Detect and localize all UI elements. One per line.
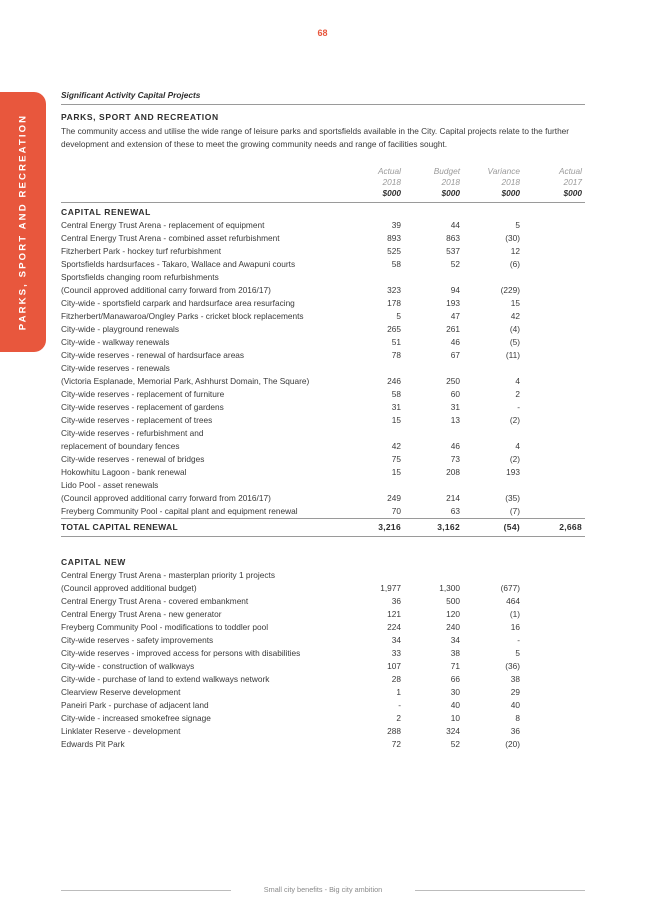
table-row	[61, 647, 585, 660]
column-header-variance-2018	[460, 166, 520, 199]
cell-variance-2018: (2)	[509, 415, 520, 425]
capital-new-rows	[61, 569, 585, 751]
cell-budget-2018: 67	[450, 350, 460, 360]
capital-new-title: CAPITAL NEW	[61, 557, 126, 567]
cell-actual-2018: 323	[387, 285, 401, 295]
side-tab	[0, 92, 46, 352]
cell-budget-2018: 44	[450, 220, 460, 230]
row-description: Freyberg Community Pool - capital plant and equipment renewal	[61, 506, 298, 516]
table-row	[61, 440, 585, 453]
column-header-budget-2018	[400, 166, 460, 199]
cell-actual-2018: 36	[391, 596, 401, 606]
cell-actual-2018: 178	[387, 298, 401, 308]
row-description: City-wide reserves - renewal of hardsurface areas	[61, 350, 245, 360]
cell-budget-2018: 120	[446, 609, 460, 619]
page-number: 68	[317, 28, 328, 38]
cell-budget-2018: 863	[446, 233, 460, 243]
column-year: 2018	[382, 177, 401, 187]
cell-budget-2018: 60	[450, 389, 460, 399]
table-row	[61, 660, 585, 673]
cell-variance-2018: (2)	[509, 454, 520, 464]
cell-variance-2018: (229)	[500, 285, 520, 295]
row-description: (Council approved additional budget)	[61, 583, 197, 593]
cell-budget-2018: 46	[450, 441, 460, 451]
table-row	[61, 492, 585, 505]
column-unit: $000	[501, 188, 520, 198]
cell-variance-2018: (1)	[509, 609, 520, 619]
total-capital-renewal-row	[61, 518, 585, 537]
cell-variance-2018: 2	[515, 389, 520, 399]
row-description: City-wide reserves - safety improvements	[61, 635, 214, 645]
table-row	[61, 505, 585, 518]
table-row	[61, 453, 585, 466]
column-label: Actual	[558, 166, 582, 176]
table-row	[61, 569, 585, 582]
row-description: City-wide reserves - replacement of trees	[61, 415, 213, 425]
cell-budget-2018: 94	[450, 285, 460, 295]
cell-budget-2018: 30	[450, 687, 460, 697]
row-description: Lido Pool - asset renewals	[61, 480, 159, 490]
table-row	[61, 608, 585, 621]
row-description: Hokowhitu Lagoon - bank renewal	[61, 467, 187, 477]
cell-variance-2018: (7)	[509, 506, 520, 516]
table-row	[61, 634, 585, 647]
column-headers	[61, 166, 585, 202]
row-description: City-wide reserves - replacement of furniture	[61, 389, 225, 399]
cell-variance-2018: (11)	[505, 350, 520, 360]
cell-variance-2018: (35)	[505, 493, 520, 503]
row-description: Central Energy Trust Arena - combined asset refurbishment	[61, 233, 280, 243]
cell-budget-2018: 31	[450, 402, 460, 412]
intro-paragraph: The community access and utilise the wide range of leisure parks and sportsfields available in the City. Capital projects relate to the further development and extension of these to meet the growing community needs and range of facilities sought.	[61, 126, 570, 149]
cell-actual-2018: 28	[391, 674, 401, 684]
cell-actual-2018: 265	[387, 324, 401, 334]
cell-actual-2018: 525	[387, 246, 401, 256]
cell-variance-2018: (677)	[500, 583, 520, 593]
cell-actual-2018: 78	[391, 350, 401, 360]
table-row	[61, 582, 585, 595]
cell-actual-2018: 33	[391, 648, 401, 658]
cell-budget-2018: 73	[450, 454, 460, 464]
cell-variance-2018: 4	[515, 376, 520, 386]
table-row	[61, 621, 585, 634]
cell-budget-2018: 47	[450, 311, 460, 321]
footer-rule-right	[415, 890, 585, 891]
cell-variance-2018: 42	[510, 311, 520, 321]
row-description: Central Energy Trust Arena - replacement of equipment	[61, 220, 265, 230]
total-budget-2018: 3,162	[437, 522, 460, 532]
cell-variance-2018: (5)	[509, 337, 520, 347]
column-header-actual-2018	[341, 166, 401, 199]
table-row	[61, 712, 585, 725]
row-description: (Council approved additional carry forward from 2016/17)	[61, 285, 271, 295]
capital-renewal-title: CAPITAL RENEWAL	[61, 207, 151, 217]
cell-actual-2018: 34	[391, 635, 401, 645]
cell-variance-2018: 193	[506, 467, 520, 477]
cell-budget-2018: 46	[450, 337, 460, 347]
total-label: TOTAL CAPITAL RENEWAL	[61, 522, 178, 532]
cell-variance-2018: -	[517, 402, 520, 412]
section-heading: Significant Activity Capital Projects	[61, 90, 585, 105]
row-description: Central Energy Trust Arena - covered embankment	[61, 596, 249, 606]
row-description: City-wide - playground renewals	[61, 324, 180, 334]
column-year: 2018	[441, 177, 460, 187]
capital-renewal-rows	[61, 219, 585, 518]
row-description: Fitzherbert Park - hockey turf refurbishment	[61, 246, 222, 256]
table-row	[61, 284, 585, 297]
cell-budget-2018: 240	[446, 622, 460, 632]
cell-actual-2018: 249	[387, 493, 401, 503]
row-description: City-wide - construction of walkways	[61, 661, 195, 671]
cell-budget-2018: 52	[450, 739, 460, 749]
column-label: Variance	[487, 166, 520, 176]
row-description: Central Energy Trust Arena - masterplan priority 1 projects	[61, 570, 275, 580]
cell-variance-2018: 15	[510, 298, 520, 308]
row-description: (Victoria Esplanade, Memorial Park, Ashhurst Domain, The Square)	[61, 376, 310, 386]
cell-variance-2018: 12	[510, 246, 520, 256]
column-unit: $000	[382, 188, 401, 198]
cell-budget-2018: 500	[446, 596, 460, 606]
table-row	[61, 414, 585, 427]
row-description: City-wide reserves - renewals	[61, 363, 170, 373]
cell-actual-2018: 246	[387, 376, 401, 386]
cell-variance-2018: 464	[506, 596, 520, 606]
table-row	[61, 271, 585, 284]
cell-actual-2018: 1,977	[380, 583, 401, 593]
cell-budget-2018: 208	[446, 467, 460, 477]
table-row	[61, 595, 585, 608]
table-row	[61, 479, 585, 492]
table-row	[61, 388, 585, 401]
total-actual-2017: 2,668	[559, 522, 582, 532]
cell-variance-2018: 29	[510, 687, 520, 697]
cell-variance-2018: 5	[515, 220, 520, 230]
table-row	[61, 375, 585, 388]
footer-tagline: Small city benefits - Big city ambition	[263, 885, 383, 894]
content	[61, 90, 585, 751]
row-description: City-wide reserves - replacement of gardens	[61, 402, 224, 412]
cell-actual-2018: 70	[391, 506, 401, 516]
table-row	[61, 297, 585, 310]
side-tab-label: PARKS, SPORT AND RECREATION	[17, 113, 29, 331]
cell-actual-2018: 288	[387, 726, 401, 736]
cell-actual-2018: 15	[391, 415, 401, 425]
cell-variance-2018: (20)	[505, 739, 520, 749]
cell-variance-2018: -	[517, 635, 520, 645]
cell-budget-2018: 193	[446, 298, 460, 308]
table-row	[61, 336, 585, 349]
cell-variance-2018: 38	[510, 674, 520, 684]
row-description: City-wide reserves - renewal of bridges	[61, 454, 205, 464]
total-variance-2018: (54)	[503, 522, 520, 532]
row-description: Linklater Reserve - development	[61, 726, 181, 736]
row-description: Central Energy Trust Arena - new generator	[61, 609, 222, 619]
row-description: (Council approved additional carry forward from 2016/17)	[61, 493, 271, 503]
table-row	[61, 686, 585, 699]
column-year: 2018	[501, 177, 520, 187]
category-title: PARKS, SPORT AND RECREATION	[61, 112, 219, 122]
cell-variance-2018: 36	[510, 726, 520, 736]
cell-budget-2018: 52	[450, 259, 460, 269]
cell-budget-2018: 40	[450, 700, 460, 710]
cell-actual-2018: 42	[391, 441, 401, 451]
table-row	[61, 310, 585, 323]
cell-actual-2018: 39	[391, 220, 401, 230]
cell-budget-2018: 10	[450, 713, 460, 723]
cell-actual-2018: 75	[391, 454, 401, 464]
row-description: replacement of boundary fences	[61, 441, 180, 451]
row-description: Clearview Reserve development	[61, 687, 181, 697]
row-description: City-wide reserves - improved access for persons with disabilities	[61, 648, 301, 658]
row-description: City-wide - sportsfield carpark and hardsurface area resurfacing	[61, 298, 295, 308]
table-row	[61, 349, 585, 362]
total-actual-2018: 3,216	[378, 522, 401, 532]
row-description: Sportsfields changing room refurbishments	[61, 272, 219, 282]
cell-actual-2018: 121	[387, 609, 401, 619]
cell-variance-2018: (4)	[509, 324, 520, 334]
row-description: Freyberg Community Pool - modifications to toddler pool	[61, 622, 269, 632]
cell-variance-2018: (30)	[505, 233, 520, 243]
header-divider	[61, 202, 585, 203]
table-row	[61, 725, 585, 738]
cell-actual-2018: 893	[387, 233, 401, 243]
cell-actual-2018: 58	[391, 259, 401, 269]
table-row	[61, 232, 585, 245]
column-label: Actual	[377, 166, 401, 176]
cell-budget-2018: 250	[446, 376, 460, 386]
table-row	[61, 699, 585, 712]
table-row	[61, 427, 585, 440]
row-description: City-wide - increased smokefree signage	[61, 713, 211, 723]
cell-variance-2018: 40	[510, 700, 520, 710]
cell-actual-2018: 72	[391, 739, 401, 749]
row-description: City-wide reserves - refurbishment and	[61, 428, 204, 438]
column-header-actual-2017	[522, 166, 582, 199]
row-description: Edwards Pit Park	[61, 739, 125, 749]
cell-budget-2018: 537	[446, 246, 460, 256]
cell-actual-2018: 107	[387, 661, 401, 671]
cell-budget-2018: 66	[450, 674, 460, 684]
table-row	[61, 401, 585, 414]
cell-actual-2018: -	[398, 700, 401, 710]
table-row	[61, 245, 585, 258]
cell-variance-2018: (36)	[505, 661, 520, 671]
cell-budget-2018: 63	[450, 506, 460, 516]
table-row	[61, 219, 585, 232]
cell-budget-2018: 34	[450, 635, 460, 645]
cell-actual-2018: 58	[391, 389, 401, 399]
cell-budget-2018: 1,300	[439, 583, 460, 593]
cell-budget-2018: 13	[450, 415, 460, 425]
cell-budget-2018: 71	[450, 661, 460, 671]
cell-variance-2018: 4	[515, 441, 520, 451]
cell-budget-2018: 261	[446, 324, 460, 334]
cell-variance-2018: 5	[515, 648, 520, 658]
row-description: Paneiri Park - purchase of adjacent land	[61, 700, 209, 710]
column-unit: $000	[563, 188, 582, 198]
row-description: Sportsfields hardsurfaces - Takaro, Wallace and Awapuni courts	[61, 259, 296, 269]
table-row	[61, 362, 585, 375]
cell-actual-2018: 1	[396, 687, 401, 697]
cell-variance-2018: 8	[515, 713, 520, 723]
row-description: Fitzherbert/Manawaroa/Ongley Parks - cricket block replacements	[61, 311, 304, 321]
table-row	[61, 673, 585, 686]
column-year: 2017	[563, 177, 582, 187]
table-row	[61, 323, 585, 336]
cell-actual-2018: 51	[391, 337, 401, 347]
cell-actual-2018: 224	[387, 622, 401, 632]
cell-actual-2018: 15	[391, 467, 401, 477]
cell-actual-2018: 5	[396, 311, 401, 321]
cell-actual-2018: 2	[396, 713, 401, 723]
footer	[61, 885, 585, 897]
cell-budget-2018: 38	[450, 648, 460, 658]
cell-budget-2018: 214	[446, 493, 460, 503]
table-row	[61, 738, 585, 751]
column-unit: $000	[441, 188, 460, 198]
table-row	[61, 258, 585, 271]
column-label: Budget	[433, 166, 460, 176]
row-description: City-wide - purchase of land to extend walkways network	[61, 674, 270, 684]
cell-variance-2018: (6)	[509, 259, 520, 269]
cell-variance-2018: 16	[510, 622, 520, 632]
row-description: City-wide - walkway renewals	[61, 337, 170, 347]
cell-actual-2018: 31	[391, 402, 401, 412]
section-spacer	[61, 537, 585, 553]
table-row	[61, 466, 585, 479]
cell-budget-2018: 324	[446, 726, 460, 736]
